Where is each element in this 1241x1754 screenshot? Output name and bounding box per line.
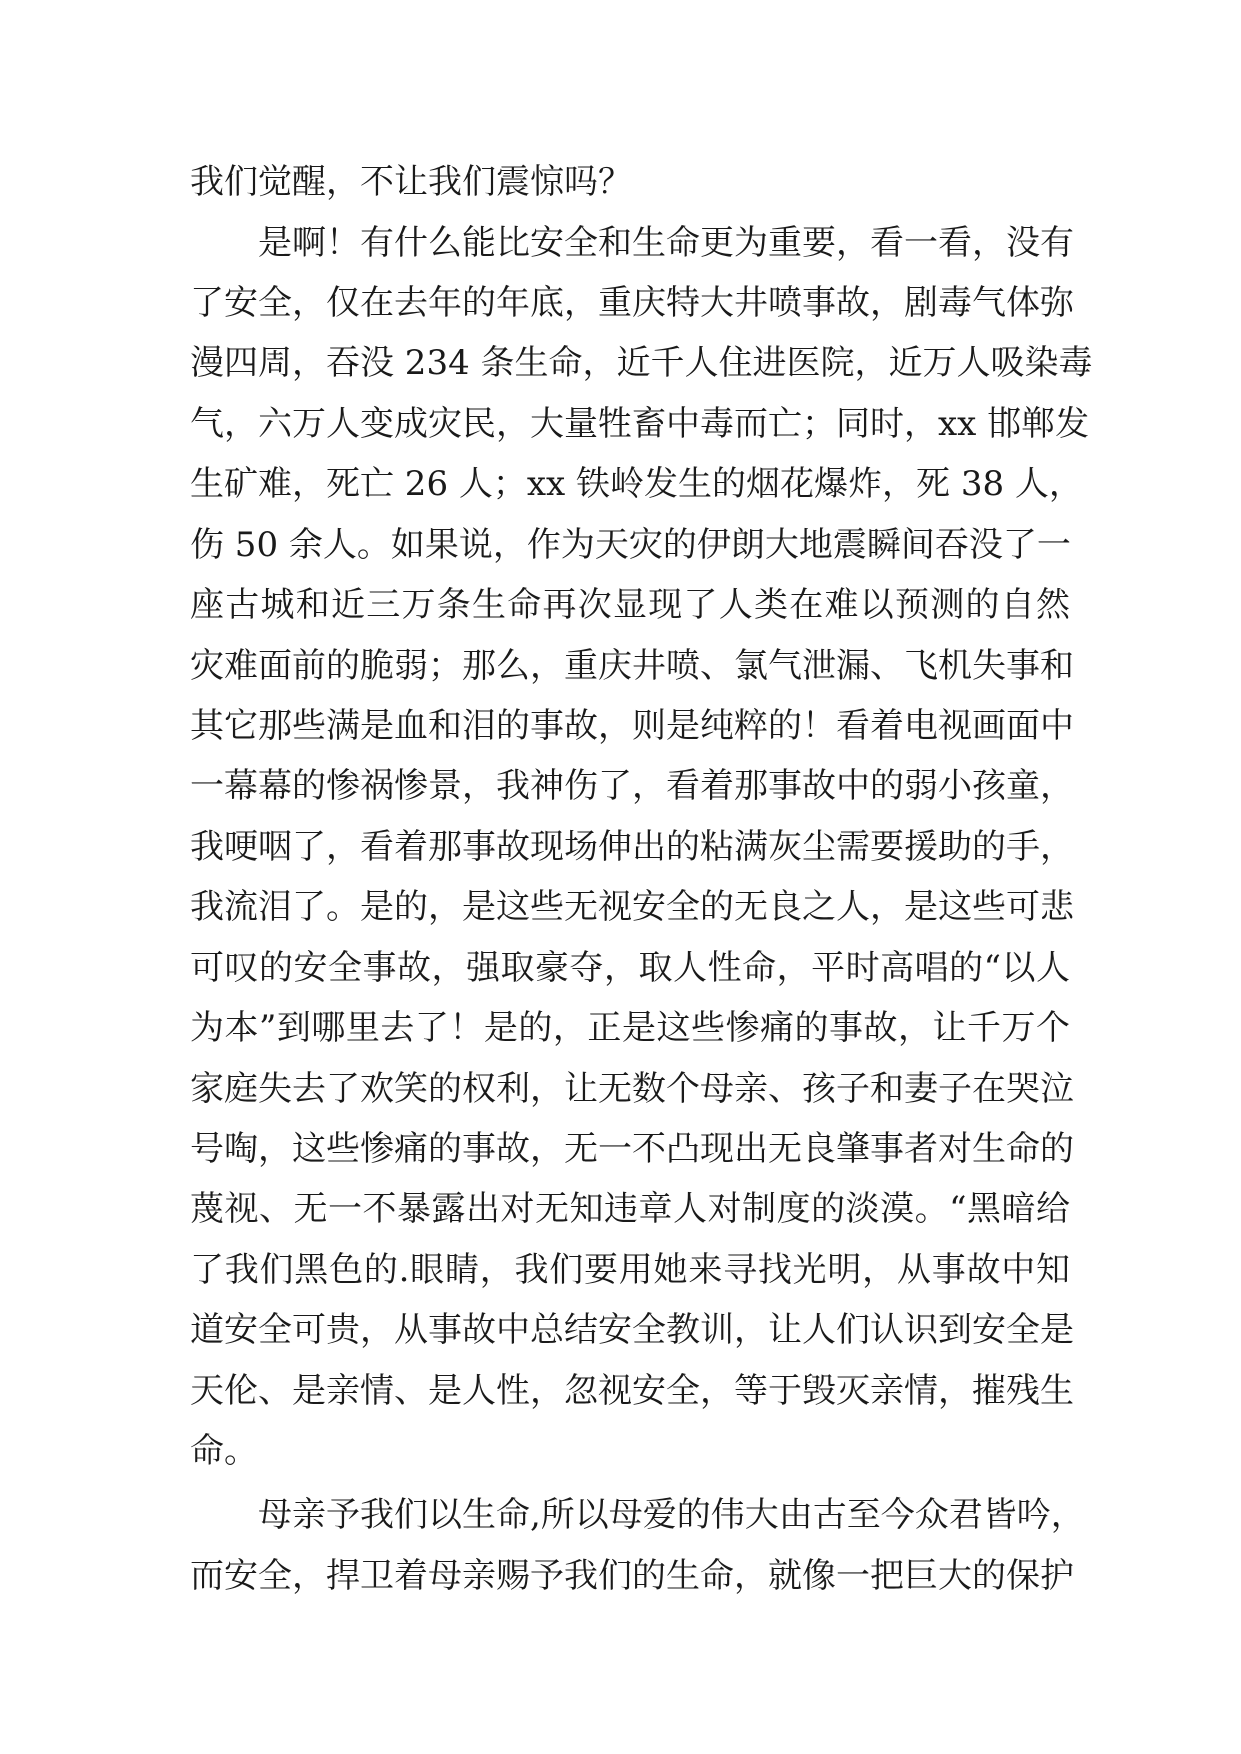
- paragraph-first-line: 是啊！有什么能比安全和生命更为重要，看一看，没有: [258, 223, 1074, 263]
- text-line: 我哽咽了，看着那事故现场伸出的粘满灰尘需要援助的手，: [190, 827, 1074, 867]
- text-line: 而安全，捍卫着母亲赐予我们的生命，就像一把巨大的保护: [190, 1556, 1074, 1596]
- text-line: 家庭失去了欢笑的权利，让无数个母亲、孩子和妻子在哭泣: [190, 1069, 1074, 1109]
- paragraph-first-line: 母亲予我们以生命,所以母爱的伟大由古至今众君皆吟，: [258, 1495, 1085, 1535]
- text-line: 了我们黑色的.眼睛，我们要用她来寻找光明，从事故中知: [190, 1250, 1070, 1290]
- text-line: 座古城和近三万条生命再次显现了人类在难以预测的自然: [190, 585, 1070, 625]
- text-line: 命。: [190, 1431, 258, 1471]
- text-line: 我流泪了。是的，是这些无视安全的无良之人，是这些可悲: [190, 887, 1074, 927]
- text-line: 气，六万人变成灾民，大量牲畜中毒而亡；同时，xx 邯郸发: [190, 404, 1090, 444]
- text-line: 天伦、是亲情、是人性，忽视安全，等于毁灭亲情，摧残生: [190, 1371, 1074, 1411]
- text-line: 生矿难，死亡 26 人；xx 铁岭发生的烟花爆炸，死 38 人，: [190, 464, 1083, 504]
- text-line: 伤 50 余人。如果说，作为天灾的伊朗大地震瞬间吞没了一: [190, 525, 1071, 565]
- text-line: 号啕，这些惨痛的事故，无一不凸现出无良肇事者对生命的: [190, 1129, 1074, 1169]
- text-line: 我们觉醒，不让我们震惊吗？: [190, 162, 632, 202]
- text-line: 为本”到哪里去了！是的，正是这些惨痛的事故，让千万个: [190, 1008, 1070, 1048]
- text-line: 一幕幕的惨祸惨景，我神伤了，看着那事故中的弱小孩童，: [190, 766, 1074, 806]
- text-line: 其它那些满是血和泪的事故，则是纯粹的！看着电视画面中: [190, 706, 1074, 746]
- text-line: 灾难面前的脆弱；那么，重庆井喷、氯气泄漏、飞机失事和: [190, 646, 1074, 686]
- text-line: 了安全，仅在去年的年底，重庆特大井喷事故，剧毒气体弥: [190, 283, 1074, 323]
- text-line: 道安全可贵，从事故中总结安全教训，让人们认识到安全是: [190, 1310, 1074, 1350]
- text-line: 蔑视、无一不暴露出对无知违章人对制度的淡漠。“黑暗给: [190, 1189, 1070, 1229]
- text-line: 漫四周，吞没 234 条生命，近千人住进医院，近万人吸染毒: [190, 343, 1093, 383]
- text-line: 可叹的安全事故，强取豪夺，取人性命，平时高唱的“以人: [190, 948, 1070, 988]
